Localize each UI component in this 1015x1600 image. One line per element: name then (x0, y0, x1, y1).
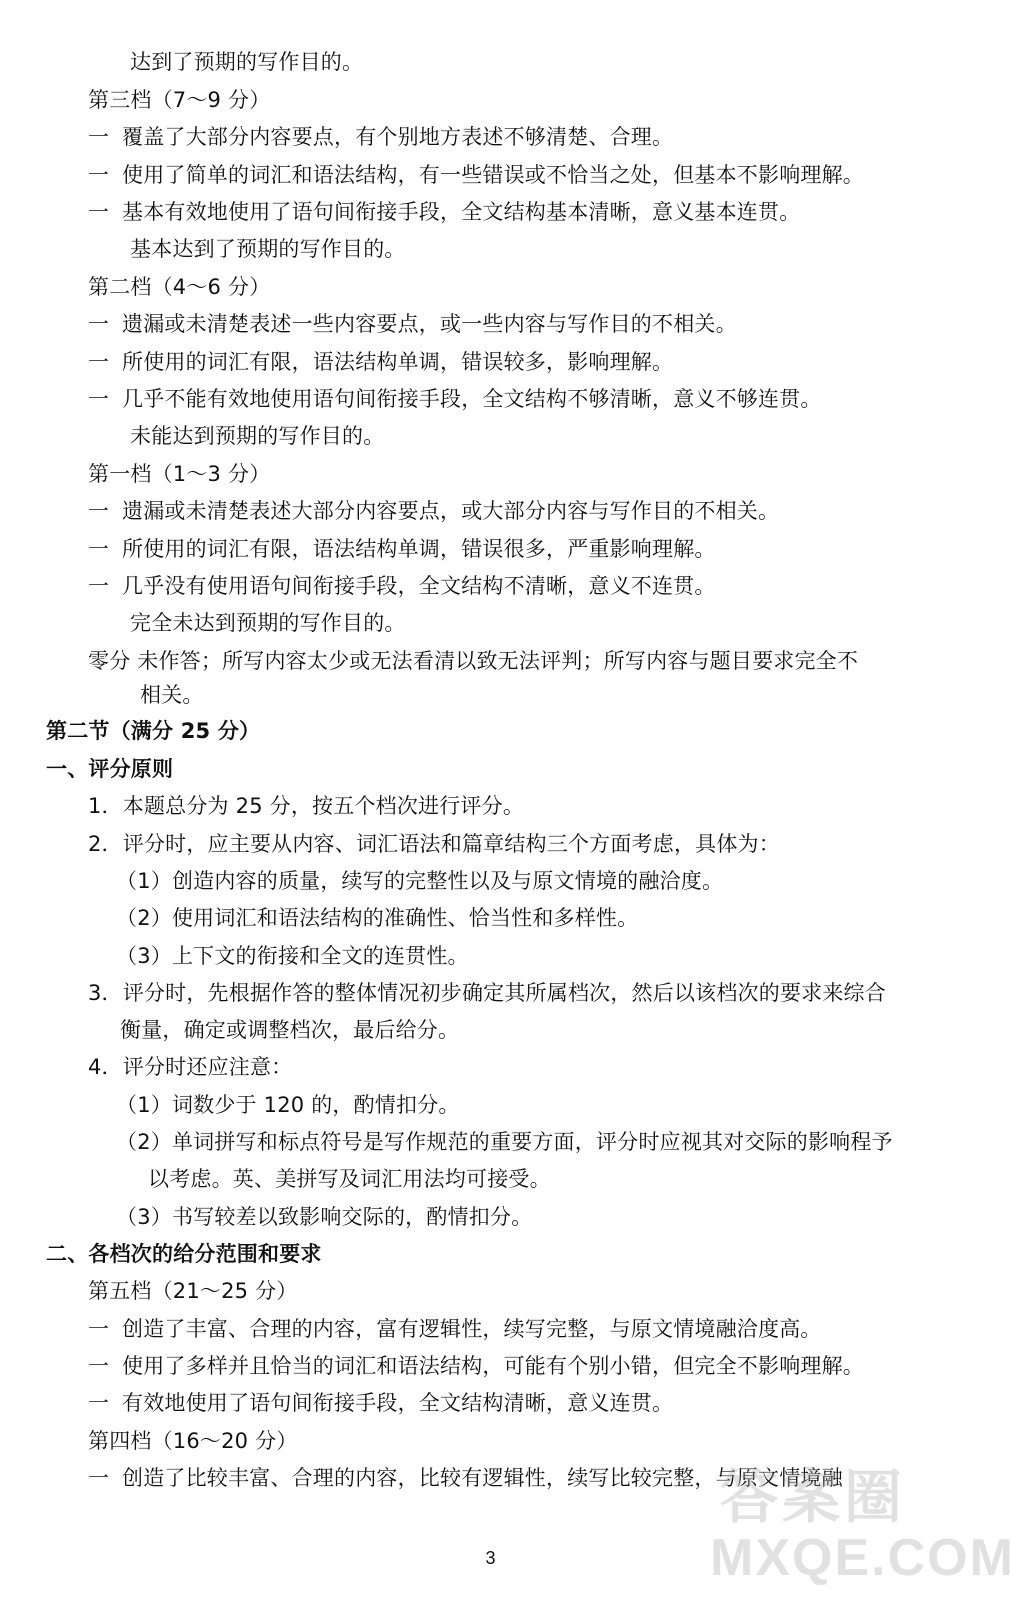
dash-marker: 一 (88, 312, 110, 336)
dash-marker: 一 (88, 1317, 110, 1341)
line-text: 第五档（21～25 分） (88, 1279, 298, 1303)
section-heading (46, 717, 260, 745)
line-text: 几乎没有使用语句间衔接手段，全文结构不清晰，意义不连贯。 (122, 574, 716, 598)
line-text: 相关。 (140, 683, 204, 707)
section-heading (46, 1240, 322, 1268)
line-text: 二、各档次的给分范围和要求 (46, 1242, 322, 1266)
line-text: 所使用的词汇有限，语法结构单调，错误较多，影响理解。 (122, 350, 674, 374)
line-text: （2）使用词汇和语法结构的准确性、恰当性和多样性。 (116, 906, 639, 930)
line-text: （1）创造内容的质量，续写的完整性以及与原文情境的融洽度。 (116, 869, 724, 893)
line-text: 使用了多样并且恰当的词汇和语法结构，可能有个别小错，但完全不影响理解。 (122, 1354, 864, 1378)
dash-marker: 一 (88, 499, 110, 523)
watermark-logo (680, 1450, 1015, 1600)
line-text: 3．评分时，先根据作答的整体情况初步确定其所属档次，然后以该档次的要求来综合 (88, 981, 886, 1005)
line-text: （3）上下文的衔接和全文的连贯性。 (116, 944, 469, 968)
bullet-line (88, 348, 673, 376)
line-text: 第三档（7～9 分） (88, 88, 271, 112)
bullet-line (88, 497, 779, 525)
text-line (116, 904, 638, 932)
bullet-line (88, 310, 737, 338)
text-line (88, 460, 270, 488)
dash-marker: 一 (88, 387, 110, 411)
line-text: （3）书写较差以致影响交际的，酌情扣分。 (116, 1205, 533, 1229)
line-text: 2．评分时，应主要从内容、词汇语法和篇章结构三个方面考虑，具体为： (88, 832, 780, 856)
text-line (140, 681, 204, 709)
text-line (116, 867, 723, 895)
text-line (88, 830, 780, 858)
watermark-en: MXQE.COM (710, 1529, 1015, 1587)
line-text: 遗漏或未清楚表述一些内容要点，或一些内容与写作目的不相关。 (122, 312, 737, 336)
bullet-line (88, 385, 822, 413)
line-text: 第一档（1～3 分） (88, 462, 271, 486)
text-line (130, 48, 363, 76)
line-text: 第二节（满分 25 分） (46, 719, 261, 743)
bullet-line (88, 535, 716, 563)
text-line (116, 1203, 532, 1231)
text-line (88, 86, 270, 114)
text-line (116, 1128, 893, 1156)
line-text: （2）单词拼写和标点符号是写作规范的重要方面，评分时应视其对交际的影响程予 (116, 1130, 893, 1154)
dash-marker: 一 (88, 200, 110, 224)
line-text: 有效地使用了语句间衔接手段，全文结构清晰，意义连贯。 (122, 1391, 674, 1415)
dash-marker: 一 (88, 125, 110, 149)
page-number: 3 (485, 1548, 496, 1568)
text-line (88, 1053, 292, 1081)
bullet-line (88, 572, 716, 600)
bullet-line (88, 1315, 822, 1343)
bullet-line (88, 123, 673, 151)
bullet-line (88, 198, 800, 226)
line-text: 覆盖了大部分内容要点，有个别地方表述不够清楚、合理。 (122, 125, 674, 149)
dash-marker: 一 (88, 350, 110, 374)
dash-marker: 一 (88, 1354, 110, 1378)
dash-marker: 一 (88, 537, 110, 561)
bullet-line (88, 1389, 673, 1417)
line-text: 创造了比较丰富、合理的内容，比较有逻辑性，续写比较完整，与原文情境融 (122, 1466, 843, 1490)
section-heading (46, 755, 173, 783)
line-text: 零分 未作答；所写内容太少或无法看清以致无法评判；所写内容与题目要求完全不 (88, 649, 859, 673)
text-line (130, 422, 384, 450)
line-text: 第四档（16～20 分） (88, 1429, 298, 1453)
line-text: 遗漏或未清楚表述大部分内容要点，或大部分内容与写作目的不相关。 (122, 499, 780, 523)
line-text: 使用了简单的词汇和语法结构，有一些错误或不恰当之处，但基本不影响理解。 (122, 163, 864, 187)
bullet-line (88, 161, 864, 189)
line-text: 所使用的词汇有限，语法结构单调，错误很多，严重影响理解。 (122, 537, 716, 561)
dash-marker: 一 (88, 163, 110, 187)
dash-marker: 一 (88, 574, 110, 598)
line-text: 以考虑。英、美拼写及词汇用法均可接受。 (148, 1167, 551, 1191)
text-line (88, 979, 886, 1007)
text-line (88, 792, 524, 820)
text-line (88, 1277, 298, 1305)
line-text: （1）词数少于 120 的，酌情扣分。 (116, 1093, 460, 1117)
text-line (148, 1165, 551, 1193)
text-line (116, 1091, 460, 1119)
text-line (120, 1016, 459, 1044)
text-line (88, 273, 270, 301)
text-line (88, 1427, 298, 1455)
dash-marker: 一 (88, 1466, 110, 1490)
line-text: 衡量，确定或调整档次，最后给分。 (120, 1018, 460, 1042)
line-text: 1．本题总分为 25 分，按五个档次进行评分。 (88, 794, 525, 818)
bullet-line (88, 1352, 864, 1380)
line-text: 4．评分时还应注意： (88, 1055, 293, 1079)
text-line (88, 647, 858, 675)
line-text: 第二档（4～6 分） (88, 275, 271, 299)
line-text: 几乎不能有效地使用语句间衔接手段，全文结构不够清晰，意义不够连贯。 (122, 387, 822, 411)
line-text: 基本有效地使用了语句间衔接手段，全文结构基本清晰，意义基本连贯。 (122, 200, 801, 224)
line-text: 基本达到了预期的写作目的。 (130, 237, 406, 261)
text-line (130, 235, 406, 263)
watermark-cn: 答案圈 (720, 1463, 907, 1531)
dash-marker: 一 (88, 1391, 110, 1415)
text-line (116, 942, 469, 970)
line-text: 未能达到预期的写作目的。 (130, 424, 385, 448)
line-text: 创造了丰富、合理的内容，富有逻辑性，续写完整，与原文情境融洽度高。 (122, 1317, 822, 1341)
line-text: 一、评分原则 (46, 757, 174, 781)
line-text: 达到了预期的写作目的。 (130, 50, 364, 74)
text-line (130, 609, 406, 637)
line-text: 完全未达到预期的写作目的。 (130, 611, 406, 635)
